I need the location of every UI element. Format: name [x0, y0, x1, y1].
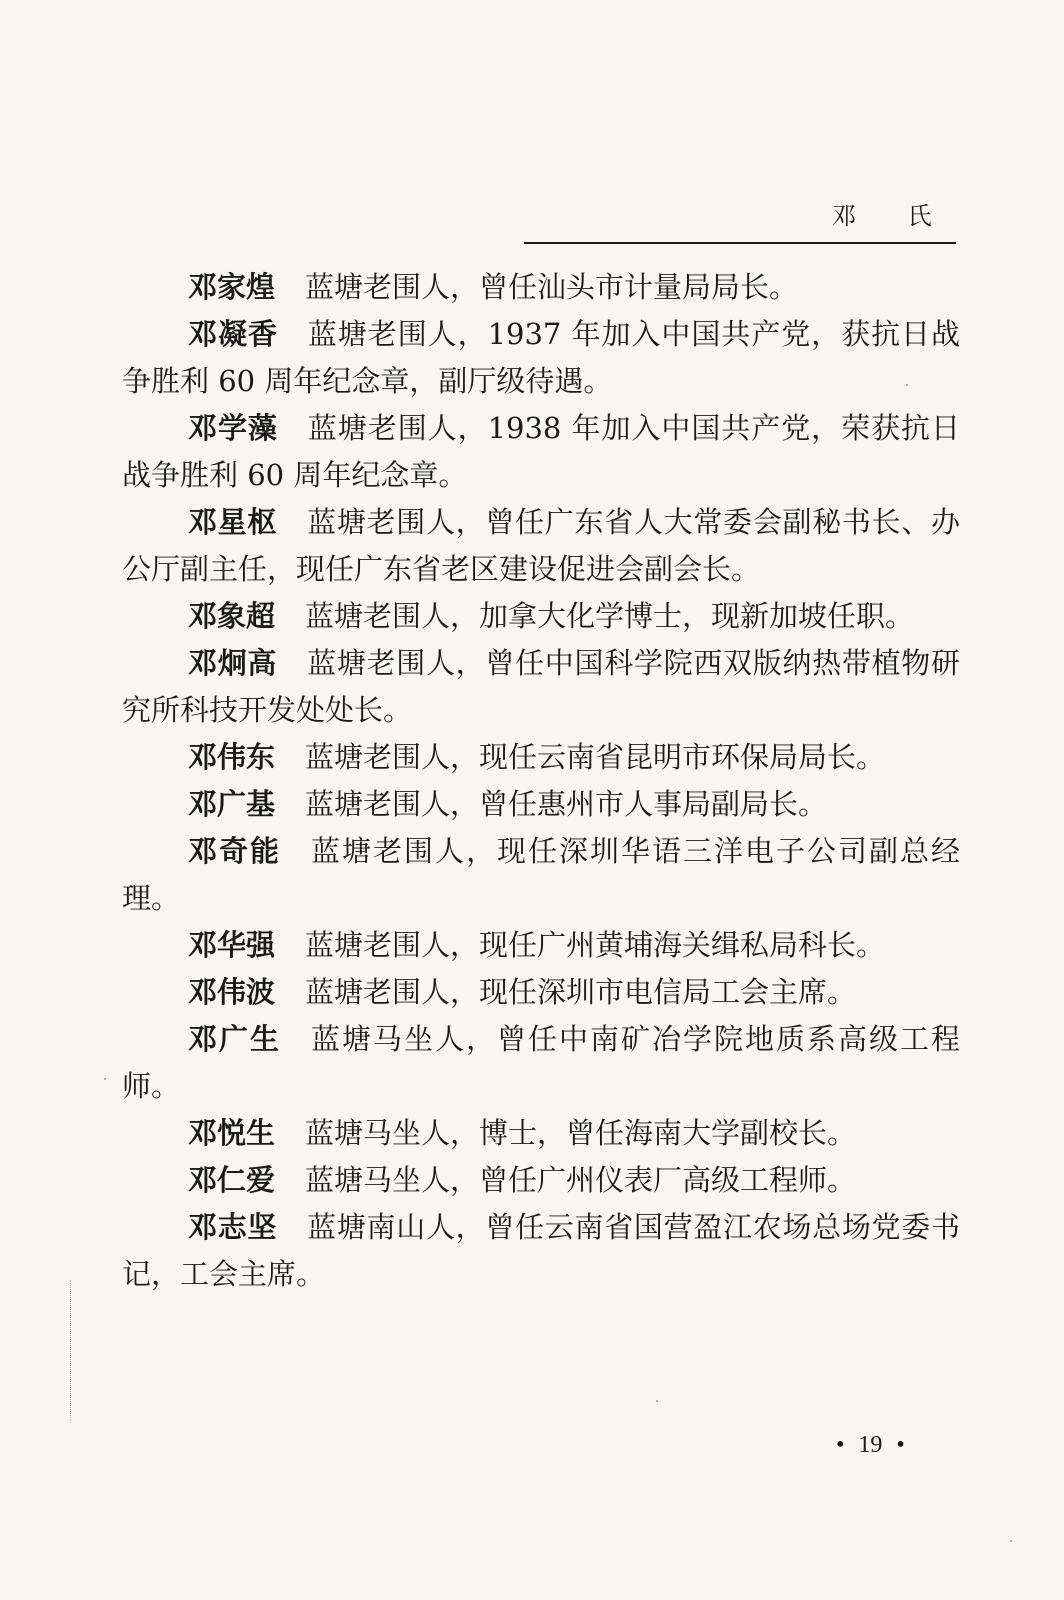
person-description: 蓝塘老围人，曾任广东省人大常委会副秘书长、办公厅副主任，现任广东省老区建设促进会副会长。	[122, 505, 960, 586]
biography-entry	[122, 781, 960, 828]
person-name: 邓广基	[188, 787, 276, 821]
person-name: 邓伟东	[188, 740, 276, 774]
person-name: 邓志坚	[188, 1210, 278, 1244]
biography-entry	[122, 499, 960, 593]
biography-entry	[122, 1204, 960, 1298]
biography-entry	[122, 640, 960, 734]
person-name: 邓家煌	[188, 270, 276, 304]
person-description: 蓝塘老围人，曾任中国科学院西双版纳热带植物研究所科技开发处处长。	[122, 646, 960, 727]
biography-entry	[122, 1016, 960, 1110]
person-description: 蓝塘马坐人，曾任中南矿冶学院地质系高级工程师。	[122, 1022, 960, 1103]
header-rule	[524, 242, 956, 244]
page-number-bullet: •	[836, 1432, 845, 1458]
person-name: 邓悦生	[188, 1116, 276, 1150]
person-name: 邓华强	[188, 928, 276, 962]
page-number-value: 19	[858, 1432, 883, 1458]
person-name: 邓象超	[188, 599, 276, 633]
person-name: 邓仁爱	[188, 1163, 276, 1197]
biography-entry	[122, 828, 960, 922]
biography-entry	[122, 593, 960, 640]
scan-speck	[906, 384, 908, 386]
biography-entry	[122, 311, 960, 405]
person-description: 蓝塘老围人，1938 年加入中国共产党，荣获抗日战争胜利 60 周年纪念章。	[122, 411, 960, 492]
scan-speck	[1010, 1540, 1012, 1542]
biography-entries	[122, 264, 960, 1298]
person-description: 蓝塘老围人，1937 年加入中国共产党，获抗日战争胜利 60 周年纪念章，副厅级待遇。	[122, 317, 960, 398]
person-name: 邓星枢	[188, 505, 278, 539]
person-description: 蓝塘老围人，曾任惠州市人事局副局长。	[305, 787, 828, 821]
person-description: 蓝塘马坐人，曾任广州仪表厂高级工程师。	[305, 1163, 857, 1197]
running-head: 邓 氏	[832, 202, 954, 230]
biography-entry	[122, 405, 960, 499]
biography-entry	[122, 264, 960, 311]
scan-gutter-mark	[70, 1280, 77, 1420]
scan-speck	[656, 1400, 658, 1402]
person-description: 蓝塘老围人，现任云南省昆明市环保局局长。	[305, 740, 886, 774]
person-name: 邓凝香	[188, 317, 278, 351]
person-name: 邓奇能	[188, 834, 281, 868]
biography-entry	[122, 969, 960, 1016]
person-name: 邓伟波	[188, 975, 276, 1009]
biography-entry	[122, 734, 960, 781]
biography-entry	[122, 922, 960, 969]
biography-entry	[122, 1110, 960, 1157]
person-description: 蓝塘马坐人，博士，曾任海南大学副校长。	[305, 1116, 857, 1150]
person-description: 蓝塘老围人，现任深圳华语三洋电子公司副总经理。	[122, 834, 960, 915]
person-name: 邓炯高	[188, 646, 278, 680]
person-description: 蓝塘老围人，曾任汕头市计量局局长。	[305, 270, 799, 304]
person-description: 蓝塘老围人，加拿大化学博士，现新加坡任职。	[305, 599, 915, 633]
person-name: 邓学藻	[188, 411, 278, 445]
biography-entry	[122, 1157, 960, 1204]
page-number-bullet: •	[896, 1432, 905, 1458]
person-name: 邓广生	[188, 1022, 281, 1056]
page-number	[822, 1432, 919, 1459]
person-description: 蓝塘南山人，曾任云南省国营盈江农场总场党委书记，工会主席。	[122, 1210, 960, 1291]
scan-speck	[104, 1078, 106, 1080]
person-description: 蓝塘老围人，现任广州黄埔海关缉私局科长。	[305, 928, 886, 962]
person-description: 蓝塘老围人，现任深圳市电信局工会主席。	[305, 975, 857, 1009]
